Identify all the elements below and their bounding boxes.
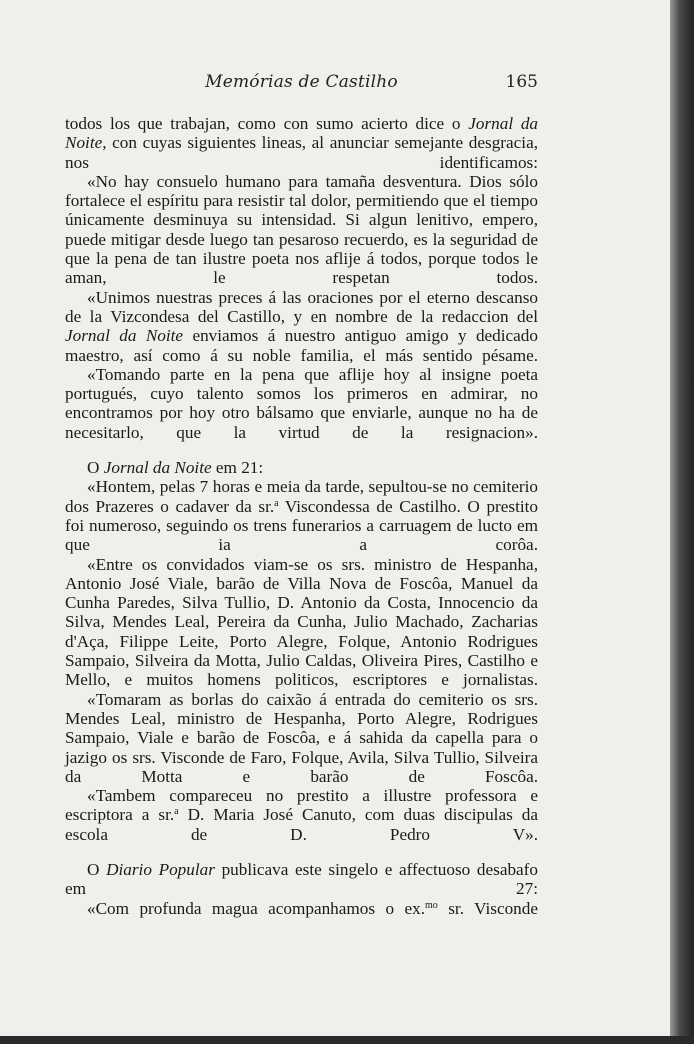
paragraph: «No hay consuelo humano para tamaña desventura. Dios sólo fortalece el espíritu para resistir tal dolor, permitiendo que el tiempo únicamente desminuya su intensidad. Si algun lenitivo, empero, puede mitigar desde luego tan pesaroso recuerdo, es la seguridad de que la pena de tan ilustre poeta nos aflije á todos, porque todos le aman, le respetan todos. (65, 171, 538, 288)
body-text (65, 114, 538, 918)
running-title: Memórias de Castilho (205, 72, 398, 92)
paragraph: «Hontem, pelas 7 horas e meia da tarde, sepultou-se no cemiterio dos Prazeres o cadaver da sr.$^a$ Viscondessa de Castilho. O prestito foi numeroso, seguindo os trens funerarios a carruagem de lucto em que ia a corôa. (65, 477, 538, 555)
paragraph: «Tomaram as borlas do caixão á entrada do cemiterio os srs. Mendes Leal, ministro de Hespanha, Porto Alegre, Rodrigues Sampaio, Viale e barão de Foscôa, e á sahida da capella para o jazigo os srs. Visconde de Faro, Folque, Avila, Silva Tullio, Silveira da Motta e barão de Foscôa. (65, 689, 538, 786)
paragraph: O Diario Popular publicava este singelo e affectuoso desabafo em 27: (65, 859, 538, 899)
paragraph: «Unimos nuestras preces á las oraciones por el eterno descanso de la Vizcondesa del Castillo, y en nombre de la redaccion del Jornal da Noite enviamos á nuestro antiguo amigo y dedicado maestro, así como á su noble familia, el más sentido pésame. (65, 287, 538, 365)
paragraph: «Entre os convidados viam-se os srs. ministro de Hespanha, Antonio José Viale, barão de Villa Nova de Foscôa, Manuel da Cunha Paredes, Silva Tullio, D. Antonio da Costa, Innocencio da Silva, Mendes Leal, Pereira da Cunha, Julio Machado, Zacharias d'Aça, Filippe Leite, Porto Alegre, Folque, Antonio Rodrigues Sampaio, Silveira da Motta, Julio Caldas, Oliveira Pires, Castilho e Mello, e muitos homens politicos, escriptores e jornalistas. (65, 554, 538, 690)
page-header (65, 72, 538, 96)
paragraph: O Jornal da Noite em 21: (87, 458, 264, 478)
paragraph: «Com profunda magua acompanhamos o ex.$^{mo}$ sr. Visconde (87, 898, 538, 918)
scan-bottom-edge (0, 1036, 694, 1044)
paragraph: «Tambem compareceu no prestito a illustre professora e escriptora a sr.$^a$ D. Maria José Canuto, com duas discipulas da escola de D. Pedro V». (65, 786, 538, 844)
paragraph: todos los que trabajan, como con sumo acierto dice o Jornal da Noite, con cuyas siguientes lineas, al anunciar semejante desgracia, nos identificamos: (65, 114, 539, 172)
page-edge-shadow (670, 0, 694, 1044)
page-number: 165 (505, 72, 538, 92)
paragraph: «Tomando parte en la pena que aflije hoy al insigne poeta portugués, cuyo talento somos los primeros en admirar, no encontramos por hoy otro bálsamo que enviarle, aunque no ha de necesitarlo, que la virtud de la resignacion». (65, 364, 538, 442)
